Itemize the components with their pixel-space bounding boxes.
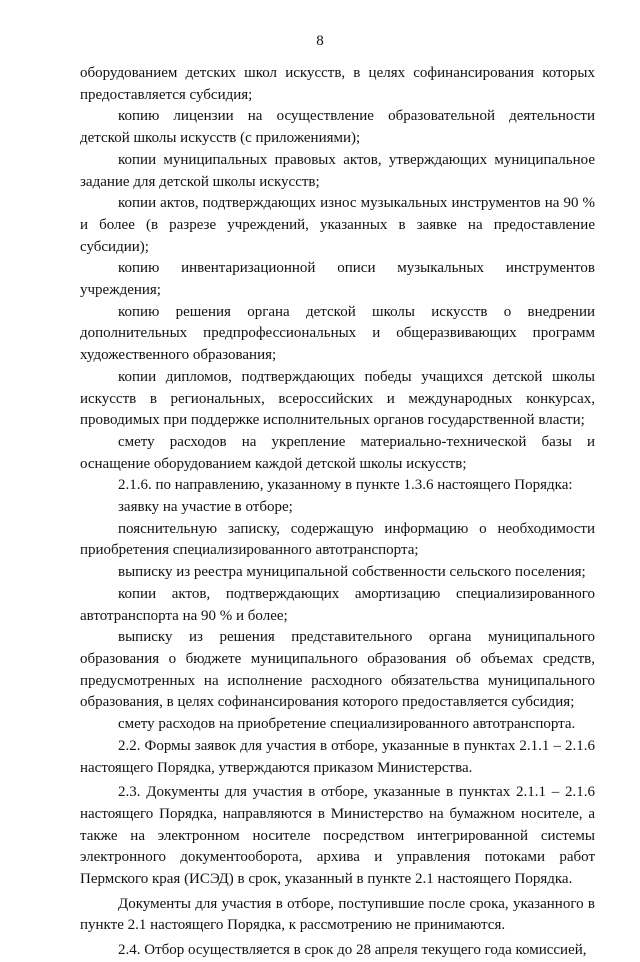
paragraph: 2.4. Отбор осуществляется в срок до 28 апреля текущего года комиссией, bbox=[118, 942, 587, 959]
paragraph: копию инвентаризационной описи музыкальных инструментов учреждения; bbox=[80, 260, 595, 299]
paragraph: 2.3. Документы для участия в отборе, указанные в пунктах 2.1.1 – 2.1.6 настоящего Порядка, направляются в Министерство на бумажном носителе, а также на электронном носителе посредством интегрированной системы электронного документооборота, архива и управления потоками работ Пермского края (ИСЭД) в срок, указанный в пункте 2.1 настоящего Порядка. bbox=[80, 784, 595, 888]
paragraph: заявку на участие в отборе; bbox=[118, 499, 293, 516]
paragraph: смету расходов на укрепление материально-технической базы и оснащение оборудованием каждой детской школы искусств; bbox=[80, 433, 595, 472]
paragraph: копии актов, подтверждающих амортизацию специализированного автотранспорта на 90 % и более; bbox=[80, 585, 595, 624]
paragraph: копии дипломов, подтверждающих победы учащихся детской школы искусств в региональных, всероссийских и международных конкурсах, проводимых при поддержке исполнительных органов государственной власти; bbox=[80, 368, 595, 429]
document-body bbox=[80, 63, 595, 962]
paragraph: копии актов, подтверждающих износ музыкальных инструментов на 90 % и более (в разрезе учреждений, указанных в заявке на предоставление субсидии); bbox=[80, 195, 595, 255]
paragraph: копии муниципальных правовых актов, утверждающих муниципальное задание для детской школы искусств; bbox=[80, 151, 595, 190]
paragraph: 2.2. Формы заявок для участия в отборе, указанные в пунктах 2.1.1 – 2.1.6 настоящего Порядка, утверждаются приказом Министерства. bbox=[80, 737, 595, 776]
paragraph: копию решения органа детской школы искусств о внедрении дополнительных предпрофессиональных и общеразвивающих программ художественного образования; bbox=[80, 303, 595, 364]
paragraph: выписку из решения представительного органа муниципального образования о бюджете муниципального образования об объемах средств, предусмотренных на исполнение расходного обязательства муниципального образования, в целях софинансирования которого предоставляется субсидия; bbox=[80, 629, 595, 711]
paragraph: пояснительную записку, содержащую информацию о необходимости приобретения специализированного автотранспорта; bbox=[80, 520, 595, 559]
paragraph: оборудованием детских школ искусств, в целях софинансирования которых предоставляется субсидия; bbox=[80, 65, 595, 103]
paragraph: Документы для участия в отборе, поступившие после срока, указанного в пункте 2.1 настоящего Порядка, к рассмотрению не принимаются. bbox=[80, 895, 595, 934]
paragraph: 2.1.6. по направлению, указанному в пункте 1.3.6 настоящего Порядка: bbox=[118, 477, 573, 494]
paragraph: выписку из реестра муниципальной собственности сельского поселения; bbox=[118, 564, 586, 581]
paragraph: смету расходов на приобретение специализированного автотранспорта. bbox=[118, 716, 576, 733]
page-number: 8 bbox=[316, 33, 324, 49]
paragraph: копию лицензии на осуществление образовательной деятельности детской школы искусств (с приложениями); bbox=[80, 108, 595, 147]
